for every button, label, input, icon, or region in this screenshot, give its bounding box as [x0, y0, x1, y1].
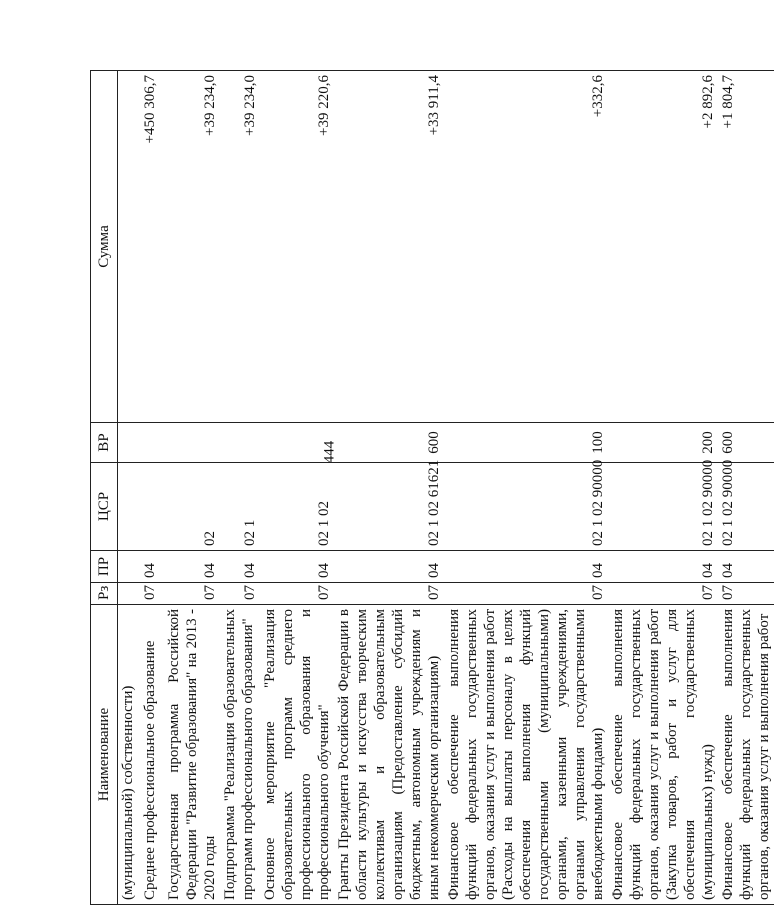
table-row [118, 71, 140, 905]
row-csr [118, 463, 140, 551]
table-header [91, 71, 118, 905]
row-csr [140, 463, 164, 551]
table-row [260, 71, 334, 905]
row-name: (муниципальной) собственности) [118, 605, 140, 905]
row-vr [164, 423, 220, 463]
row-sum: +2 892,6 [608, 71, 718, 423]
row-csr: 02 1 02 [260, 463, 334, 551]
row-rz: 07 [718, 583, 774, 605]
row-sum: +332,6 [444, 71, 608, 423]
row-sum: +39 220,6 [260, 71, 334, 423]
row-vr: 600 [718, 423, 774, 463]
table-row [220, 71, 260, 905]
row-pr: 04 [220, 551, 260, 583]
row-name: Среднее профессиональное образование [140, 605, 164, 905]
row-pr: 04 [334, 551, 444, 583]
row-rz: 07 [444, 583, 608, 605]
budget-table [90, 70, 774, 905]
header-csr: ЦСР [91, 463, 118, 551]
row-name: Основное мероприятие "Реализация образовательных программ среднего профессионального образования и профессионального обучения" [260, 605, 334, 905]
row-vr [118, 423, 140, 463]
row-name: Гранты Президента Российской Федерации в области культуры и искусства творческим коллективам и образовательным организациям (Предоставление субсидий бюджетным, автономным учреждениям и иным некоммерческим организациям) [334, 605, 444, 905]
row-pr: 04 [260, 551, 334, 583]
page-number: 444 [321, 440, 338, 464]
table-row [608, 71, 718, 905]
row-pr [118, 551, 140, 583]
table-row [140, 71, 164, 905]
row-rz: 07 [164, 583, 220, 605]
header-vr: ВР [91, 423, 118, 463]
header-name: Наименование [91, 605, 118, 905]
row-rz: 07 [140, 583, 164, 605]
header-row [91, 71, 118, 905]
row-csr: 02 [164, 463, 220, 551]
row-name: Государственная программа Российской Федерации "Развитие образования" на 2013 - 2020 годы [164, 605, 220, 905]
table-row [444, 71, 608, 905]
table-body [118, 71, 774, 905]
row-name: Финансовое обеспечение выполнения функций федеральных государственных органов, оказания услуг и выполнения работ [718, 605, 774, 905]
row-vr: 100 [444, 423, 608, 463]
row-sum: +33 911,4 [334, 71, 444, 423]
row-pr: 04 [164, 551, 220, 583]
row-rz: 07 [608, 583, 718, 605]
row-name: Финансовое обеспечение выполнения функций федеральных государственных органов, оказания услуг и выполнения работ (Расходы на выплаты персоналу в целях обеспечения выполнения функций государственными (муниципальными) органами, казенными учреждениями, органами управления государственными внебюджетными фондами) [444, 605, 608, 905]
row-csr: 02 1 [220, 463, 260, 551]
row-sum [118, 71, 140, 423]
budget-sheet [90, 70, 772, 905]
row-sum: +1 804,7 [718, 71, 774, 423]
table-row [164, 71, 220, 905]
row-vr [260, 423, 334, 463]
table-row [718, 71, 774, 905]
row-rz: 07 [334, 583, 444, 605]
row-vr: 200 [608, 423, 718, 463]
header-sum: Сумма [91, 71, 118, 423]
row-sum: +39 234,0 [220, 71, 260, 423]
row-pr: 04 [718, 551, 774, 583]
table-row [334, 71, 444, 905]
row-vr: 600 [334, 423, 444, 463]
row-csr: 02 1 02 61621 [334, 463, 444, 551]
row-vr [140, 423, 164, 463]
row-pr: 04 [140, 551, 164, 583]
row-rz: 07 [260, 583, 334, 605]
row-sum: +39 234,0 [164, 71, 220, 423]
header-rz: Рз [91, 583, 118, 605]
row-vr [220, 423, 260, 463]
row-csr: 02 1 02 90000 [444, 463, 608, 551]
row-rz: 07 [220, 583, 260, 605]
row-csr: 02 1 02 90000 [608, 463, 718, 551]
row-name: Подпрограмма "Реализация образовательных программ профессионального образования" [220, 605, 260, 905]
header-pr: ПР [91, 551, 118, 583]
row-rz [118, 583, 140, 605]
row-csr: 02 1 02 90000 [718, 463, 774, 551]
row-sum: +450 306,7 [140, 71, 164, 423]
row-pr: 04 [608, 551, 718, 583]
row-pr: 04 [444, 551, 608, 583]
row-name: Финансовое обеспечение выполнения функций федеральных государственных органов, оказания услуг и выполнения работ (Закупка товаров, работ и услуг для обеспечения государственных (муниципальных) нужд) [608, 605, 718, 905]
